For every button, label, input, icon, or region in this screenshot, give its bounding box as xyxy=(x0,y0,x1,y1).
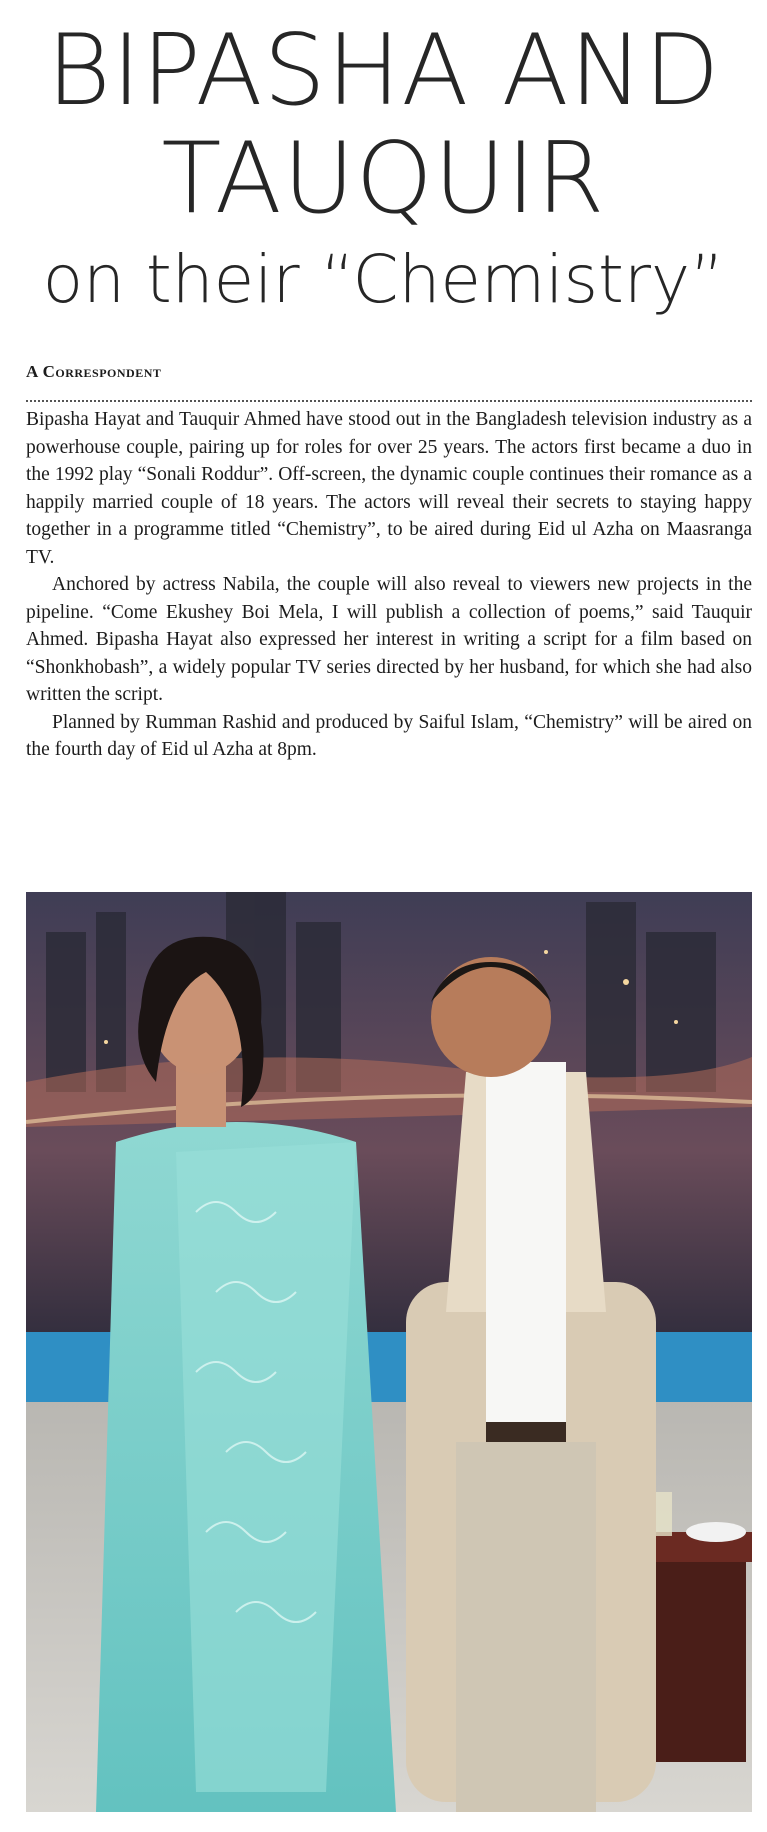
article-body xyxy=(26,406,752,764)
dotted-divider xyxy=(26,400,752,402)
paragraph-1: Bipasha Hayat and Tauquir Ahmed have stood out in the Bangladesh television industry as a powerhouse couple, pairing up for roles for over 25 years. The actors first became a duo in the 1992 play “Sonali Roddur”. Off-screen, the dynamic couple continues their romance as a happily married couple of 18 years. The actors will reveal their secrets to staying happy together in a programme titled “Chemistry”, to be aired during Eid ul Azha on Maasranga TV. xyxy=(26,409,752,568)
paragraph-2: Anchored by actress Nabila, the couple will also reveal to viewers new projects in the pipeline. “Come Ekushey Boi Mela, I will publish a collection of poems,” said Tauquir Ahmed. Bipasha Hayat also expressed her interest in writing a script for a film based on “Shonkhobash”, a widely popular TV series directed by her husband, for which she had also written the script. xyxy=(26,574,752,705)
headline-line-2: TAUQUIR xyxy=(161,122,606,236)
byline: A Correspondent xyxy=(26,362,162,381)
headline xyxy=(0,14,767,324)
headline-line-1: BIPASHA AND xyxy=(46,14,721,128)
couple-photo xyxy=(26,892,752,1812)
paragraph-3: Planned by Rumman Rashid and produced by Saiful Islam, “Chemistry” will be aired on the fourth day of Eid ul Azha at 8pm. xyxy=(26,711,752,760)
headline-line-3: on their “Chemistry” xyxy=(42,241,725,318)
